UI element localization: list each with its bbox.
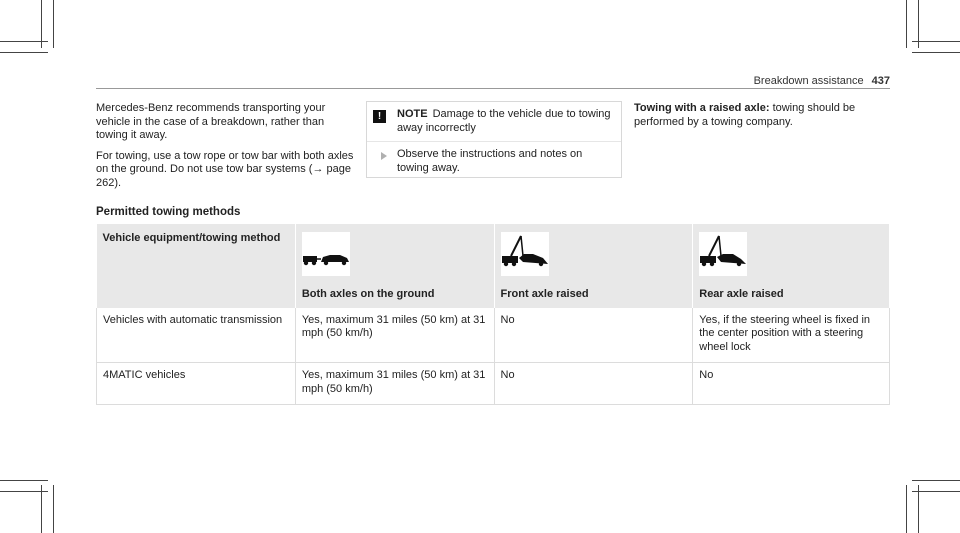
cell-front: No [494,363,693,405]
raised-axle-text [634,102,888,129]
crop-mark [0,491,48,492]
crop-mark [0,52,48,53]
running-header [754,75,890,87]
header-ground-label: Both axles on the ground [301,288,435,300]
instruction-arrow-icon [381,152,387,160]
warning-icon: ! [373,110,386,123]
cell-front: No [494,308,693,363]
cell-rear: No [693,363,890,405]
crop-mark [53,0,54,48]
note-box [366,101,622,178]
intro-paragraph: Mercedes-Benz recommends transporting your vehicle in the case of a breakdown, rather than towing it away. [96,102,326,141]
instruction-text: Observe the instructions and notes on towing away. [397,148,583,174]
towing-methods-table [96,224,890,405]
note-instruction [367,142,621,179]
section-name: Breakdown assistance [753,75,864,87]
crop-mark [912,52,960,53]
crop-mark [0,480,48,481]
table-title: Permitted towing methods [96,206,241,218]
column-header-vehicle: Vehicle equipment/towing method [97,224,296,308]
crop-mark [0,41,48,42]
crop-mark [41,485,42,533]
crop-mark [53,485,54,533]
note-text: Damage to the vehicle due to towing away incorrectly [397,108,611,134]
cell-vehicle: 4MATIC vehicles [97,363,296,405]
crop-mark [912,480,960,481]
note-header [367,102,621,142]
page-number: 437 [871,75,890,87]
column-header-ground [295,224,494,308]
crop-mark [918,485,919,533]
column-header-rear [693,224,890,308]
crop-mark [912,41,960,42]
tow-truck-front-axle-raised-icon [501,232,549,276]
header-rear-label: Rear axle raised [699,288,784,300]
cell-ground: Yes, maximum 31 miles (50 km) at 31 mph (50 km/h) [295,308,494,363]
tow-truck-rear-axle-raised-icon [699,232,747,276]
crop-mark [906,485,907,533]
intro-paragraph-link: For towing, use a tow rope or tow bar with both axles on the ground. Do not use tow bar systems (→ page 262). [96,149,354,189]
crop-mark [906,0,907,48]
column-header-front [494,224,693,308]
intro-text [96,102,354,197]
tow-both-axles-ground-icon [302,232,350,276]
header-divider [96,88,890,89]
cell-vehicle: Vehicles with automatic transmission [97,308,296,363]
note-title: NOTE [397,108,428,120]
table-row [97,308,890,363]
raised-axle-label: Towing with a raised axle: [634,102,770,114]
raised-axle-description: towing should be performed by a towing company. [634,102,856,128]
header-front-label: Front axle raised [500,288,589,300]
table-header-row [97,224,890,308]
cell-rear: Yes, if the steering wheel is fixed in the center position with a steering wheel lock [693,308,890,363]
cell-ground: Yes, maximum 31 miles (50 km) at 31 mph (50 km/h) [295,363,494,405]
crop-mark [912,491,960,492]
table-row [97,363,890,405]
